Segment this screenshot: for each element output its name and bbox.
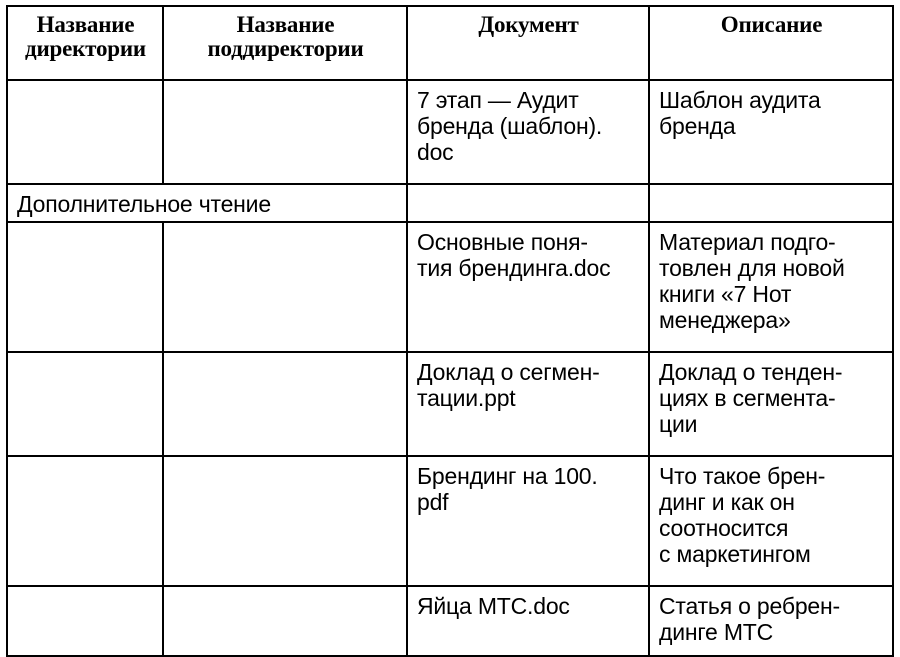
cell-directory — [7, 586, 163, 656]
cell-description: Что такое брен- динг и как он соотносится с маркетингом — [649, 456, 893, 586]
header-description: Описание — [649, 6, 893, 80]
table-row — [7, 352, 893, 456]
documents-table — [6, 5, 894, 657]
cell-subdirectory — [163, 352, 407, 456]
section-label: Дополнительное чтение — [7, 184, 407, 222]
cell-directory — [7, 222, 163, 352]
cell-description: Материал подго- товлен для новой книги «7 Нот менеджера» — [649, 222, 893, 352]
cell-description: Доклад о тенден- циях в сегмента- ции — [649, 352, 893, 456]
cell-document: Доклад о сегмен- тации.ppt — [407, 352, 649, 456]
cell-directory — [7, 456, 163, 586]
cell-description: Шаблон аудита бренда — [649, 80, 893, 184]
cell-description — [649, 184, 893, 222]
cell-subdirectory — [163, 222, 407, 352]
cell-document: Брендинг на 100. pdf — [407, 456, 649, 586]
table-header-row — [7, 6, 893, 80]
cell-subdirectory — [163, 456, 407, 586]
header-subdirectory-name: Название поддиректории — [163, 6, 407, 80]
header-document: Документ — [407, 6, 649, 80]
cell-subdirectory — [163, 80, 407, 184]
cell-directory — [7, 352, 163, 456]
cell-document: Яйца МТС.doc — [407, 586, 649, 656]
cell-document: Основные поня- тия брендинга.doc — [407, 222, 649, 352]
cell-subdirectory — [163, 586, 407, 656]
cell-document — [407, 184, 649, 222]
cell-document: 7 этап — Аудит бренда (шаблон). doc — [407, 80, 649, 184]
table-row — [7, 80, 893, 184]
table-row — [7, 456, 893, 586]
table-row — [7, 222, 893, 352]
header-directory-name: Название директории — [7, 6, 163, 80]
table-row-section — [7, 184, 893, 222]
cell-directory — [7, 80, 163, 184]
cell-description: Статья о ребрен- динге МТС — [649, 586, 893, 656]
table-row — [7, 586, 893, 656]
